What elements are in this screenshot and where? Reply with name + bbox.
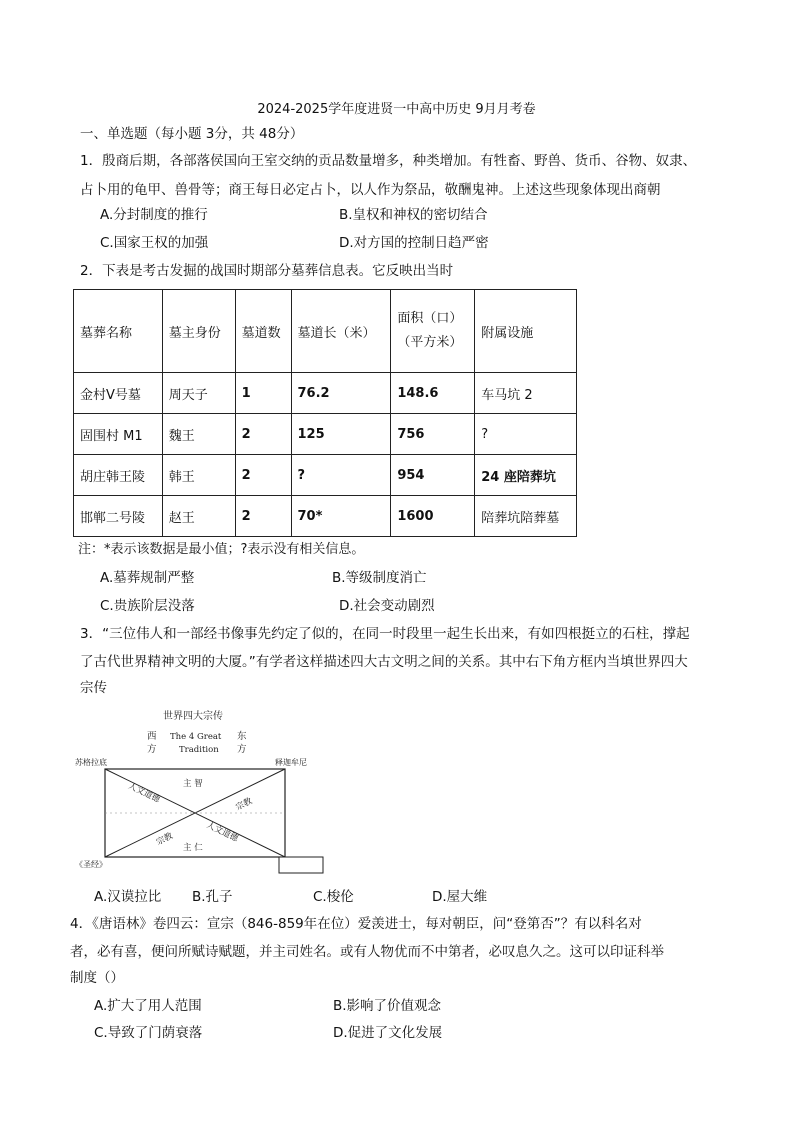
- table-cell: 1: [235, 373, 291, 414]
- q4-stem-line1: 4．《唐语林》卷四云：宣宗（846-859年在位）爱羡进士，每对朝臣，问“登第否”？有以科名对: [70, 916, 642, 932]
- table-cell: 韩王: [162, 455, 235, 496]
- diagram-lower-left-label: 宗教: [154, 831, 175, 848]
- four-traditions-diagram: [75, 705, 325, 877]
- diagram-left-label: 人文道德: [126, 781, 162, 806]
- diagram-english1: The 4 Great: [170, 732, 222, 742]
- header-cell: 面积（口）（平方米）: [391, 290, 475, 373]
- table-cell: 固围村 M1: [74, 414, 163, 455]
- diagram-english2: Tradition: [179, 745, 219, 755]
- table-cell: 赵王: [162, 496, 235, 537]
- q1-stem-line2: 占卜用的龟甲、兽骨等；商王每日必定占卜，以人作为祭品，敬酬鬼神。上述这些现象体现出商朝: [80, 182, 661, 198]
- table-cell: 2: [235, 414, 291, 455]
- table-cell: 76.2: [291, 373, 391, 414]
- q4-option-b[interactable]: B.影响了价值观念: [333, 998, 442, 1014]
- table-cell: 周天子: [162, 373, 235, 414]
- table-row: [74, 373, 577, 414]
- page-title: 2024-2025学年度进贤一中高中历史 9月月考卷: [257, 102, 536, 117]
- table-row: [74, 414, 577, 455]
- table-cell: 1600: [391, 496, 475, 537]
- q2-option-d[interactable]: D.社会变动剧烈: [339, 598, 435, 614]
- q3-option-d[interactable]: D.屋大维: [432, 889, 488, 905]
- q4-stem-line3: 制度（）: [70, 970, 124, 986]
- table-cell: 车马坑 2: [475, 373, 577, 414]
- header-cell: 墓道长（米）: [291, 290, 391, 373]
- diagram-bible: 《圣经》: [75, 860, 107, 869]
- table-header-row: [74, 290, 577, 373]
- diagram-bottom-center: 主 仁: [183, 843, 203, 853]
- q2-stem: 2．下表是考古发掘的战国时期部分墓葬信息表。它反映出当时: [80, 263, 454, 279]
- table-cell: ?: [291, 455, 391, 496]
- q3-stem-line2: 了古代世界精神文明的大厦。”有学者这样描述四大古文明之间的关系。其中右下角方框内当填世界四大: [80, 654, 688, 670]
- table-cell: ?: [475, 414, 577, 455]
- table-cell: 胡庄韩王陵: [74, 455, 163, 496]
- table-cell: 148.6: [391, 373, 475, 414]
- q3-stem-line1: 3．“三位伟人和一部经书像事先约定了似的，在同一时段里一起生长出来，有如四根挺立的石柱，撑起: [80, 626, 690, 642]
- table-cell: 954: [391, 455, 475, 496]
- q1-option-a[interactable]: A.分封制度的推行: [100, 207, 208, 223]
- section-heading: 一、单选题（每小题 3分，共 48分）: [80, 126, 304, 142]
- q3-option-b[interactable]: B.孔子: [192, 889, 233, 905]
- q4-stem-line2: 者，必有喜，便问所赋诗赋题，并主司姓名。或有人物优而不中第者，必叹息久之。这可以印证科举: [70, 944, 664, 960]
- q2-option-b[interactable]: B.等级制度消亡: [332, 570, 427, 586]
- table-cell: 125: [291, 414, 391, 455]
- table-cell: 2: [235, 455, 291, 496]
- q2-option-c[interactable]: C.贵族阶层没落: [100, 598, 195, 614]
- header-cell: 墓道数: [235, 290, 291, 373]
- table-cell: 邯郸二号陵: [74, 496, 163, 537]
- q4-option-c[interactable]: C.导致了门荫衰落: [94, 1025, 203, 1041]
- q1-stem-line1: 1．殷商后期，各部落侯国向王室交纳的贡品数量增多，种类增加。有牲畜、野兽、货币、谷物、奴隶、: [80, 153, 697, 169]
- table-cell: 金村Ⅴ号墓: [74, 373, 163, 414]
- diagram-lower-right-label: 人文道德: [204, 820, 240, 845]
- table-row: [74, 496, 577, 537]
- diagram-title: 世界四大宗传: [163, 711, 223, 722]
- q3-option-c[interactable]: C.梭伦: [313, 889, 354, 905]
- q2-option-a[interactable]: A.墓葬规制严整: [100, 570, 195, 586]
- q1-option-d[interactable]: D.对方国的控制日趋严密: [339, 235, 489, 251]
- diagram-socrates: 苏格拉底: [75, 758, 107, 767]
- table-cell: 24 座陪葬坑: [475, 455, 577, 496]
- table-cell: 756: [391, 414, 475, 455]
- diagram-buddha: 释迦牟尼: [275, 758, 307, 767]
- table-cell: 魏王: [162, 414, 235, 455]
- diagram-right-label: 宗教: [234, 796, 254, 813]
- q3-option-a[interactable]: A.汉谟拉比: [94, 889, 162, 905]
- table-row: [74, 455, 577, 496]
- table-note: 注：*表示该数据是最小值；?表示没有相关信息。: [78, 542, 365, 557]
- q1-option-c[interactable]: C.国家王权的加强: [100, 235, 209, 251]
- tomb-table: [73, 289, 577, 537]
- diagram-west2: 方: [147, 744, 157, 755]
- q3-stem-line3: 宗传: [80, 680, 107, 696]
- table-cell: 2: [235, 496, 291, 537]
- diagram-top-center: 主 智: [183, 779, 203, 789]
- q1-option-b[interactable]: B.皇权和神权的密切结合: [339, 207, 488, 223]
- q4-option-a[interactable]: A.扩大了用人范围: [94, 998, 202, 1014]
- table-cell: 70*: [291, 496, 391, 537]
- q4-option-d[interactable]: D.促进了文化发展: [333, 1025, 443, 1041]
- header-cell: 墓主身份: [162, 290, 235, 373]
- header-cell: 附属设施: [475, 290, 577, 373]
- diagram-blank-box: [279, 857, 323, 873]
- diagram-east2: 方: [237, 744, 247, 755]
- diagram-east: 东: [237, 731, 247, 742]
- table-cell: 陪葬坑陪葬墓: [475, 496, 577, 537]
- header-cell: 墓葬名称: [74, 290, 163, 373]
- diagram-west: 西: [147, 731, 157, 742]
